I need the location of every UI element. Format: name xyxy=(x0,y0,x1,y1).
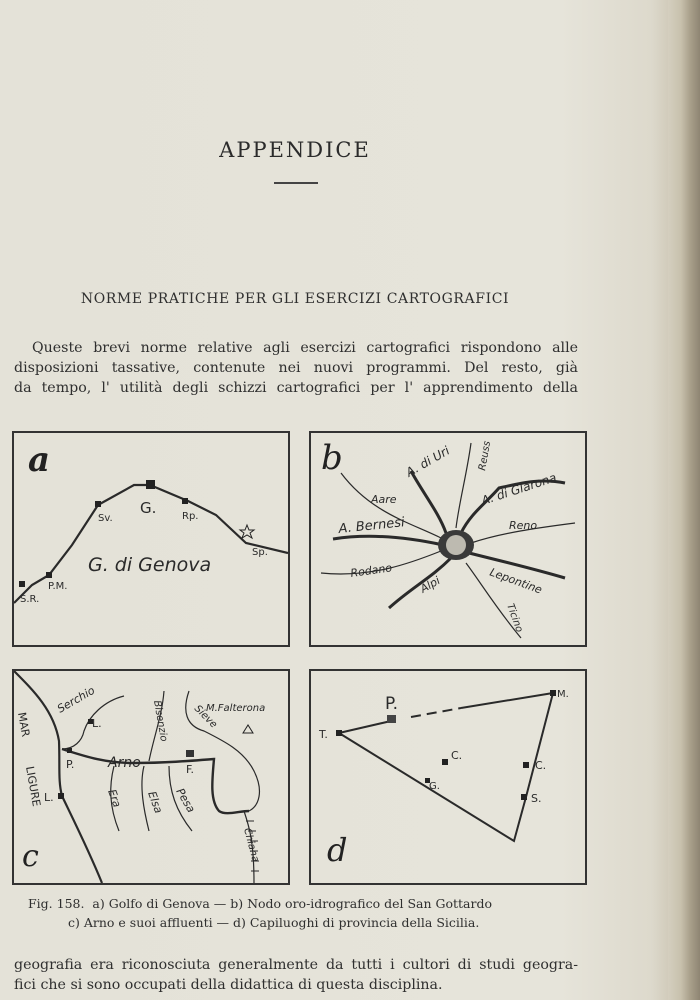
title-rule xyxy=(274,182,318,184)
place-rp: Rp. xyxy=(182,511,199,522)
label-lucca: L. xyxy=(92,717,102,730)
section-heading: NORME PRATICHE PER GLI ESERCIZI CARTOGRAFICI xyxy=(80,291,510,307)
panel-d-letter: d xyxy=(327,831,348,869)
figure-caption-line-2: c) Arno e suoi affluenti — d) Capiluoghi di provincia della Sicilia. xyxy=(68,915,480,930)
label-ticino: Ticino xyxy=(504,602,525,634)
map-panel-d xyxy=(309,669,587,885)
place-sr: S.R. xyxy=(20,594,40,605)
page-title: APPENDICE xyxy=(219,138,371,162)
label-firenze: F. xyxy=(186,763,195,776)
label-lepontine: Lepontine xyxy=(487,565,544,597)
map-a-drawing xyxy=(14,433,288,645)
paragraph-line-4: geografia era riconosciuta generalmente da tutti i cultori di studi geogra- xyxy=(14,957,578,973)
caption-text-1: a) Golfo di Genova — b) Nodo oro-idrografico del San Gottardo xyxy=(92,896,492,911)
gulf-label: G. di Genova xyxy=(88,554,212,576)
paragraph-line-5: fici che si sono occupati della didattica di questa disciplina. xyxy=(14,977,443,993)
panel-c-letter: c xyxy=(22,839,39,874)
map-d-drawing xyxy=(311,671,585,883)
label-serchio: Serchio xyxy=(55,683,98,716)
place-siracusa: S. xyxy=(531,792,542,805)
label-rodano: Rodano xyxy=(349,561,393,580)
paragraph-line-1: Queste brevi norme relative agli esercizi cartografici rispondono alle xyxy=(32,340,578,356)
place-messina: M. xyxy=(557,689,569,700)
label-bisenzio: Bisenzio xyxy=(151,699,170,743)
figure-caption-line-1 xyxy=(28,896,492,911)
label-ligure: LIGURE xyxy=(23,765,43,808)
label-aare: Aare xyxy=(371,493,397,506)
paragraph-line-3: da tempo, l' utilità degli schizzi cartografici per l' apprendimento della xyxy=(14,380,578,396)
place-caltanissetta: C. xyxy=(451,749,463,762)
place-catania: C. xyxy=(535,759,547,772)
label-pesa: Pesa xyxy=(173,786,198,815)
label-sieve: Sieve xyxy=(191,703,220,731)
label-arno: Arno xyxy=(108,755,141,771)
label-reno: Reno xyxy=(509,519,538,532)
figure-number: Fig. 158. xyxy=(28,896,85,911)
label-mar: MAR xyxy=(15,711,33,738)
map-panel-c xyxy=(12,669,290,885)
label-m-falterona: M.Falterona xyxy=(206,703,266,714)
place-sp: Sp. xyxy=(252,547,268,558)
label-elsa: Elsa xyxy=(145,789,166,816)
label-a-di-glarona: A. di Glarona xyxy=(479,470,559,508)
map-b-drawing xyxy=(311,433,585,645)
paragraph-line-2: disposizioni tassative, contenute nei nuovi programmi. Del resto, già xyxy=(14,360,578,376)
label-livorno: L. xyxy=(44,791,54,804)
panel-a-letter: a xyxy=(28,440,51,480)
page-edge xyxy=(668,0,700,1000)
label-chiana: Chiana xyxy=(241,826,261,864)
label-pisa: P. xyxy=(66,758,75,771)
place-sv: Sv. xyxy=(98,513,113,524)
place-trapani: T. xyxy=(319,728,328,741)
place-girgenti: G. xyxy=(429,781,440,792)
place-palermo: P. xyxy=(385,694,399,714)
label-reuss: Reuss xyxy=(477,440,494,472)
place-g: G. xyxy=(140,499,157,517)
map-panel-a xyxy=(12,431,290,647)
label-a-di-uri: A. di Uri xyxy=(403,443,452,480)
place-pm: P.M. xyxy=(48,581,68,592)
map-panel-b xyxy=(309,431,587,647)
label-era: Era xyxy=(105,787,124,810)
label-alpi: Alpi xyxy=(418,574,443,596)
map-c-drawing xyxy=(14,671,288,883)
label-a-bernesi: A. Bernesi xyxy=(337,515,406,537)
panel-b-letter: b xyxy=(321,438,343,478)
